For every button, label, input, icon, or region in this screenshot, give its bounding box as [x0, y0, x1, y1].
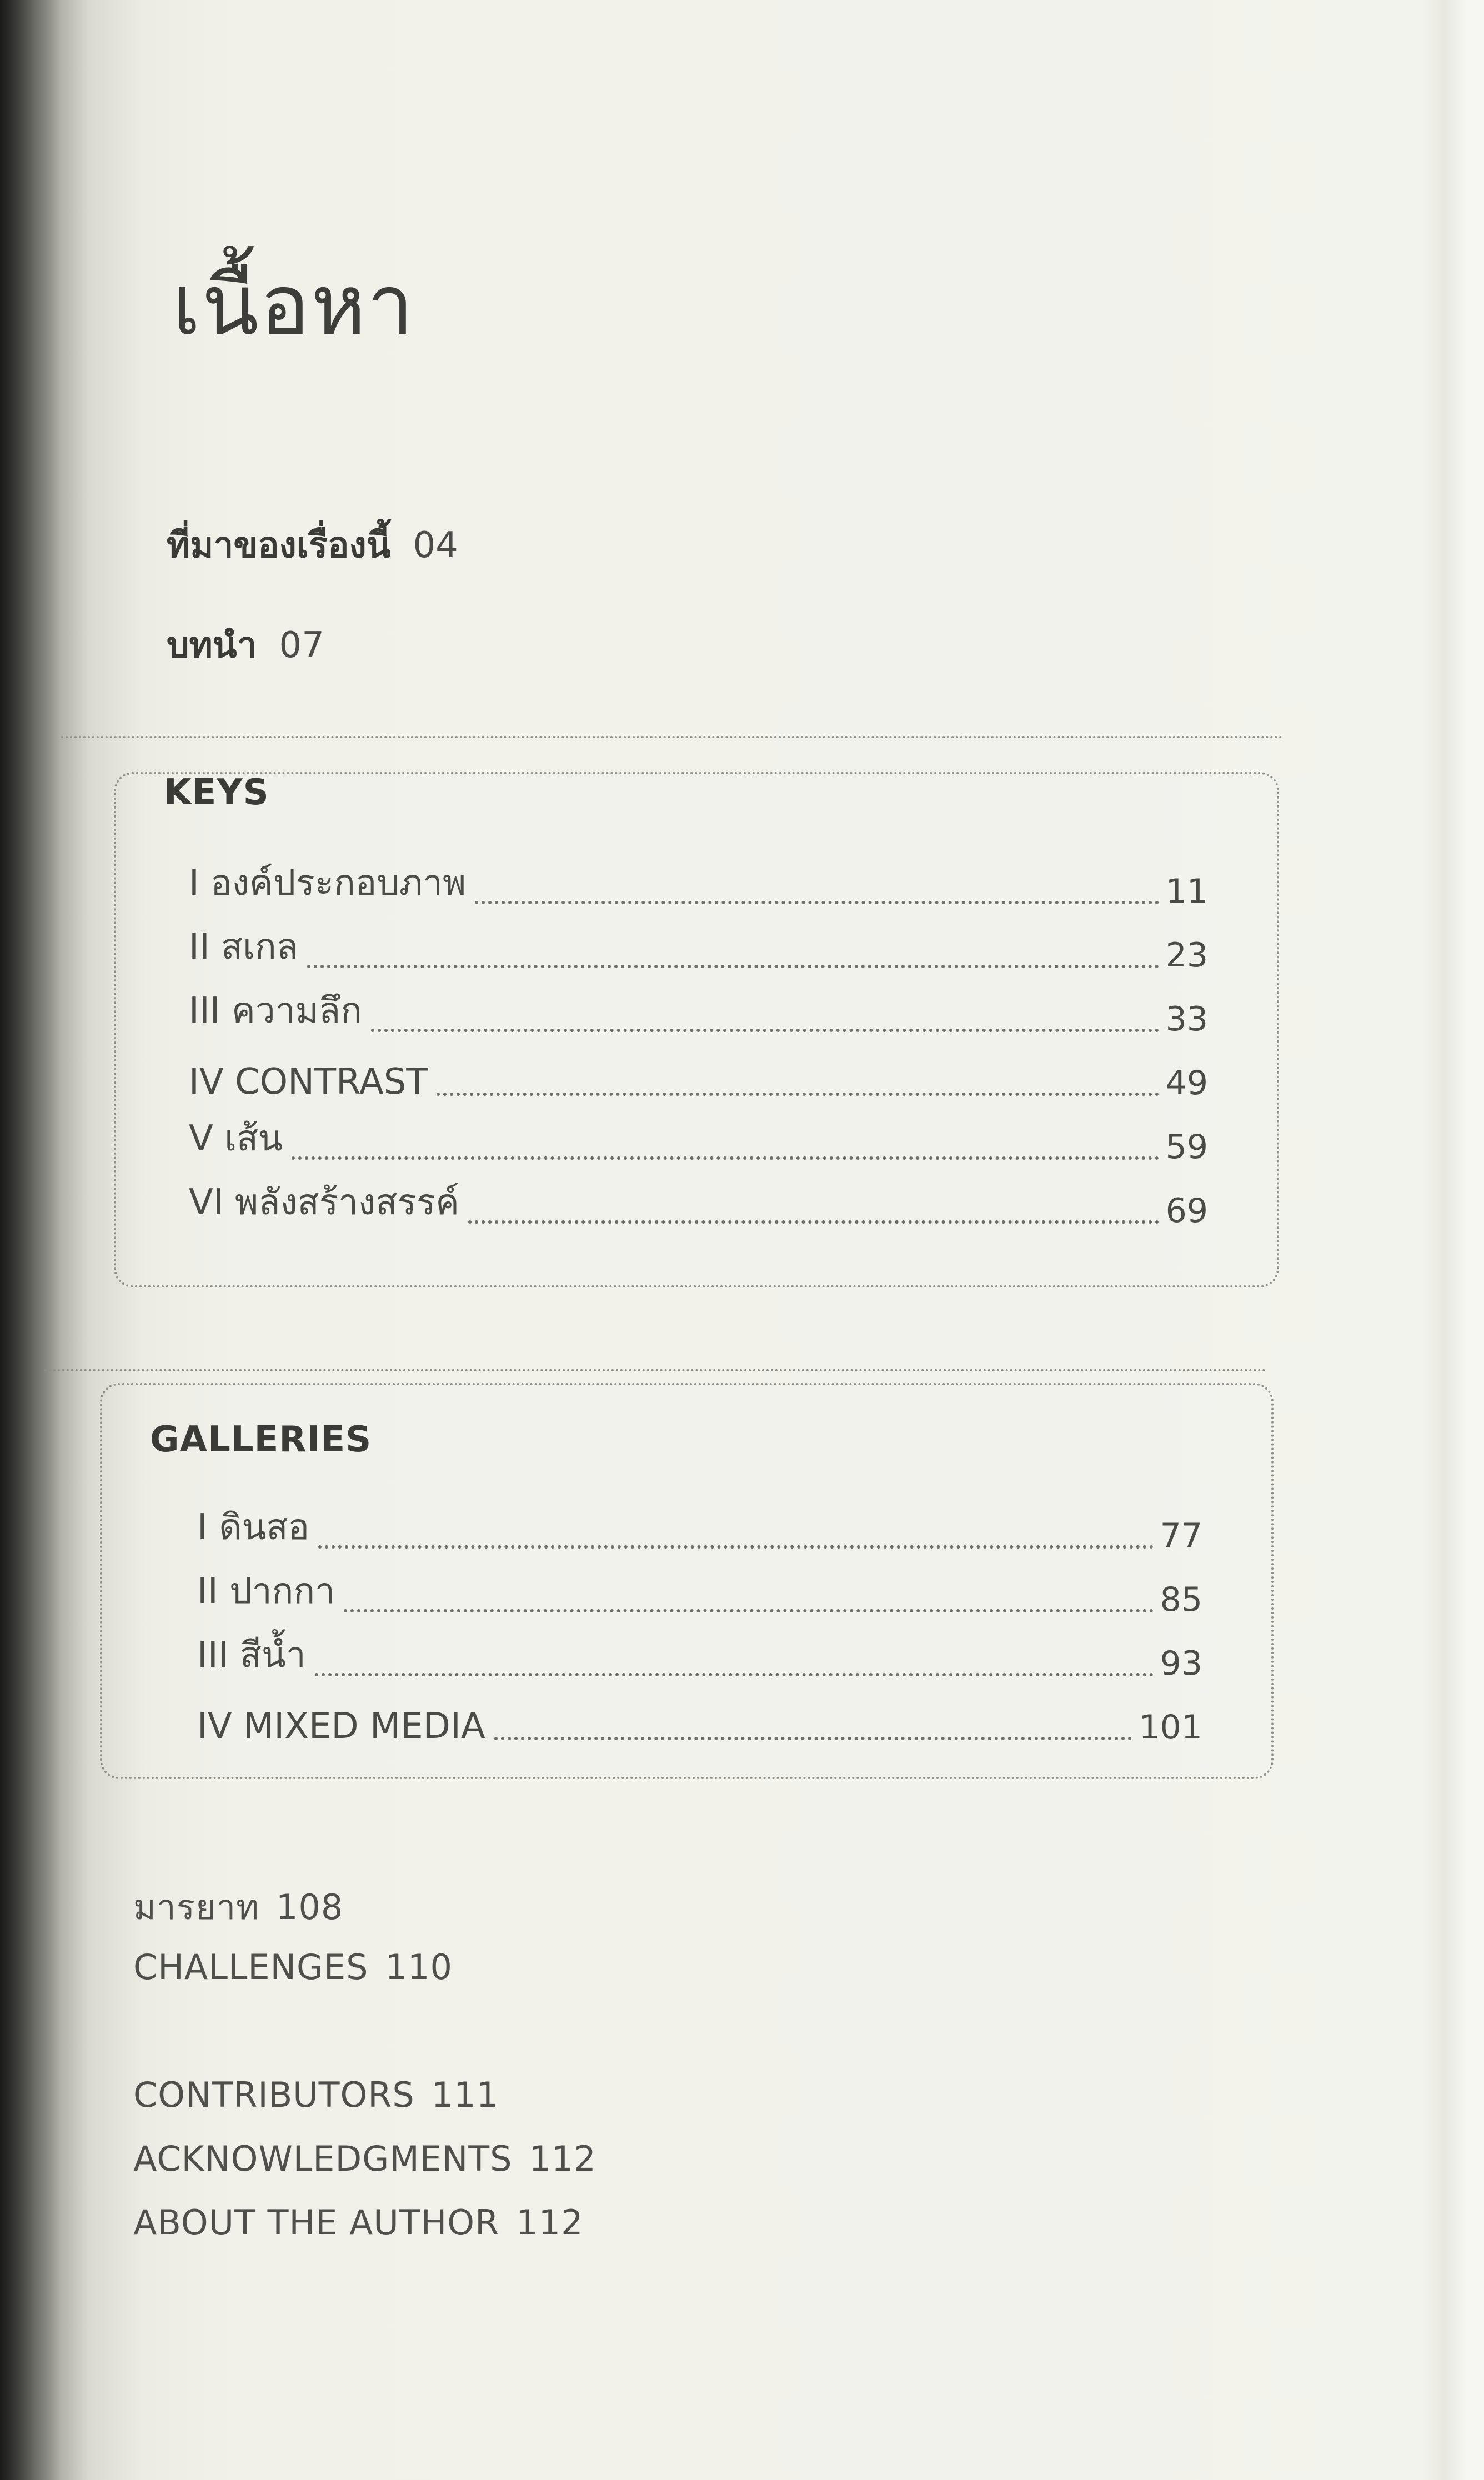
toc-entry-label: II ปากกา [197, 1571, 335, 1612]
toc-entry-label: II สเกล [189, 926, 298, 968]
toc-entry-page: 33 [1165, 1000, 1208, 1039]
toc-entry [189, 1182, 1208, 1230]
toc-entry-page: 77 [1160, 1516, 1202, 1555]
toc-back-page: 112 [529, 2138, 596, 2179]
toc-entry-label: I ดินสอ [197, 1507, 310, 1548]
dot-leader [468, 1220, 1159, 1224]
toc-entry-page: 59 [1165, 1128, 1208, 1166]
toc-back-entry [133, 2138, 596, 2179]
keys-heading: KEYS [164, 772, 269, 813]
dot-leader [371, 1029, 1159, 1032]
toc-entry [189, 990, 1208, 1039]
toc-back-entry [133, 1880, 343, 1935]
toc-entry-page: 23 [1165, 936, 1208, 975]
dot-leader [318, 1545, 1154, 1549]
toc-back-label: ABOUT THE AUTHOR [133, 2202, 500, 2243]
galleries-box-tail [44, 1369, 1266, 1371]
toc-back-label: CHALLENGES [133, 1947, 369, 1987]
toc-entry-label: V เส้น [189, 1118, 283, 1159]
toc-entry-label: IV CONTRAST [189, 1061, 428, 1103]
page-title: เนื้อหา [172, 257, 415, 354]
toc-back-label: CONTRIBUTORS [133, 2075, 415, 2115]
toc-entry-page: 101 [1139, 1708, 1202, 1747]
toc-back-label: ACKNOWLEDGMENTS [133, 2138, 513, 2179]
toc-entry [197, 1571, 1202, 1619]
toc-entry [189, 1118, 1208, 1166]
dot-leader [437, 1093, 1159, 1096]
toc-back-page: 112 [516, 2202, 584, 2243]
toc-entry [189, 1058, 1208, 1103]
toc-intro-page: 07 [279, 625, 324, 666]
toc-entry-label: IV MIXED MEDIA [197, 1706, 485, 1747]
keys-box-tail [61, 736, 1283, 738]
dot-leader [494, 1737, 1132, 1740]
toc-back-page: 111 [431, 2075, 499, 2115]
toc-entry-page: 69 [1165, 1191, 1208, 1230]
toc-entry [197, 1702, 1202, 1747]
toc-intro-page: 04 [413, 525, 458, 566]
toc-back-entry [133, 1947, 453, 1987]
toc-entry-page: 93 [1160, 1644, 1202, 1683]
toc-entry-label: VI พลังสร้างสรรค์ [189, 1182, 459, 1223]
toc-back-label: มารยาท [133, 1887, 259, 1927]
toc-entry-label: I องค์ประกอบภาพ [189, 863, 467, 904]
toc-intro-label: บทนำ [167, 625, 257, 666]
book-spine-shadow [0, 0, 61, 2480]
dot-leader [307, 965, 1159, 968]
dot-leader [475, 901, 1159, 904]
toc-entry-page: 49 [1165, 1064, 1208, 1103]
toc-back-entry [133, 2202, 584, 2243]
toc-entry-page: 85 [1160, 1580, 1202, 1619]
toc-back-page: 108 [276, 1887, 344, 1927]
dot-leader [315, 1673, 1154, 1676]
toc-entry-page: 11 [1165, 872, 1208, 911]
dot-leader [344, 1609, 1154, 1612]
toc-back-entry [133, 2075, 499, 2115]
dot-leader [292, 1156, 1159, 1160]
toc-entry [189, 863, 1208, 911]
toc-intro-label: ที่มาของเรื่องนี้ [167, 525, 391, 566]
toc-back-page: 110 [385, 1947, 453, 1987]
toc-entry-label: III สีน้ำ [197, 1635, 306, 1676]
toc-entry [189, 926, 1208, 975]
toc-intro-entry [167, 617, 324, 673]
toc-entry-label: III ความลึก [189, 990, 362, 1031]
toc-entry [197, 1507, 1202, 1555]
toc-intro-entry [167, 517, 458, 573]
galleries-heading: GALLERIES [150, 1419, 372, 1460]
toc-entry [197, 1635, 1202, 1683]
